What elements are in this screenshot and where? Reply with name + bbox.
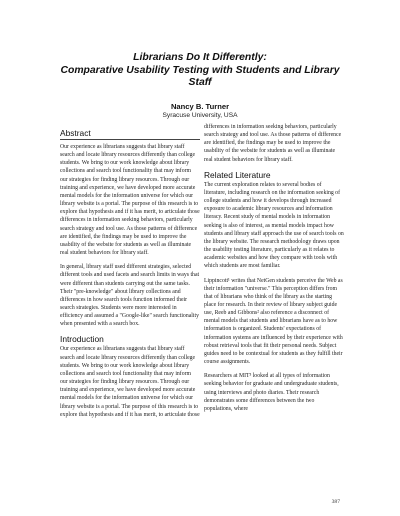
introduction-paragraph-1-continued: differences in information seeking behaviors, particularly search strategy and tool use. As those patterns of difference are identified, the findings may be used to improve the usability of the website for students as well as illuminate real student behaviors for library staff. bbox=[204, 124, 342, 163]
abstract-paragraph-2: In general, library staff used different strategies, selected different tools and used facets and search limits in ways that were different than students carrying out the same tasks. Their "pre-knowledge" about library collections and differences in how search tools function informed their search strategies. Students were more interested in efficiency and assumed a "Google-like" search functionality when presented with a search box. bbox=[60, 264, 200, 328]
author-name: Nancy B. Turner bbox=[170, 101, 230, 111]
introduction-heading: Introduction bbox=[60, 334, 104, 345]
title-block bbox=[60, 52, 340, 120]
related-paragraph-3: Researchers at MIT³ looked at all types of information seeking behavior for graduate and undergraduate students, using interviews and photo diaries. Their research demonstrates some differences between the two populations, where bbox=[204, 373, 339, 412]
abstract-rule bbox=[60, 139, 200, 140]
paper-title bbox=[60, 52, 340, 90]
abstract-heading: Abstract bbox=[60, 128, 91, 138]
introduction-paragraph-1: Our experience as librarians suggests that library staff search and locate library resources differently than college students. We bring to our work knowledge about library collections and search tool functionality that may inform our strategies for finding library resources. Through our training and experience, we have developed more accurate mental models for the information universe for which our library website is a portal. The purpose of this research is to explore that hypothesis and if it has merit, to articulate those bbox=[60, 346, 200, 418]
related-literature-heading: Related Literature bbox=[204, 169, 271, 180]
author-affiliation: Syracuse University, USA bbox=[162, 111, 238, 119]
paper-title-line2: Comparative Usability Testing with Students and Library Staff bbox=[60, 64, 340, 88]
related-paragraph-2: Lippincott¹ writes that NetGen students perceive the Web as their information "universe." This perception differs from that of librarians who think of the library as the starting place for research. In their review of library subject guide use, Reeb and Gibbons² also reference a disconnect of mental models that students and librarians have as to how information is organized. Students' expectations of information systems are influenced by their experience with robust retrieval tools that fit their personal needs. Subject guides need to be contextual for students as they fulfill their course assignments. bbox=[204, 277, 343, 366]
right-column bbox=[204, 123, 344, 419]
page-number: 387 bbox=[331, 499, 340, 505]
related-paragraph-1: The current exploration relates to several bodies of literature, including research on the information seeking of college students and how it develops through increased exposure to academic library resources and information literacy. Recent study of mental models in information seeking is also of interest, as mental models impact how students and library staff approach the use of search tools on the library website. The research methodology draws upon the usability testing literature, particularly as it relates to academic websites and how they compare with tools with which students are most familiar. bbox=[204, 181, 344, 270]
left-column bbox=[60, 128, 200, 425]
abstract-paragraph-1: Our experience as librarians suggests that library staff search and locate library resources differently than college students. We bring to our work knowledge about library collections and search tool functionality that may inform our strategies for finding library resources. Through our training and experience, we have developed more accurate mental models for the information universe for which our library website is a portal. The purpose of this research is to explore that hypothesis and if it has merit, to articulate those differences in information seeking behaviors, particularly search strategy and tool use. As those patterns of difference are identified, the findings may be used to improve the usability of the website for students as well as illuminate real student behaviors for library staff. bbox=[60, 144, 200, 257]
paper-title-line1: Librarians Do It Differently: bbox=[133, 52, 267, 63]
